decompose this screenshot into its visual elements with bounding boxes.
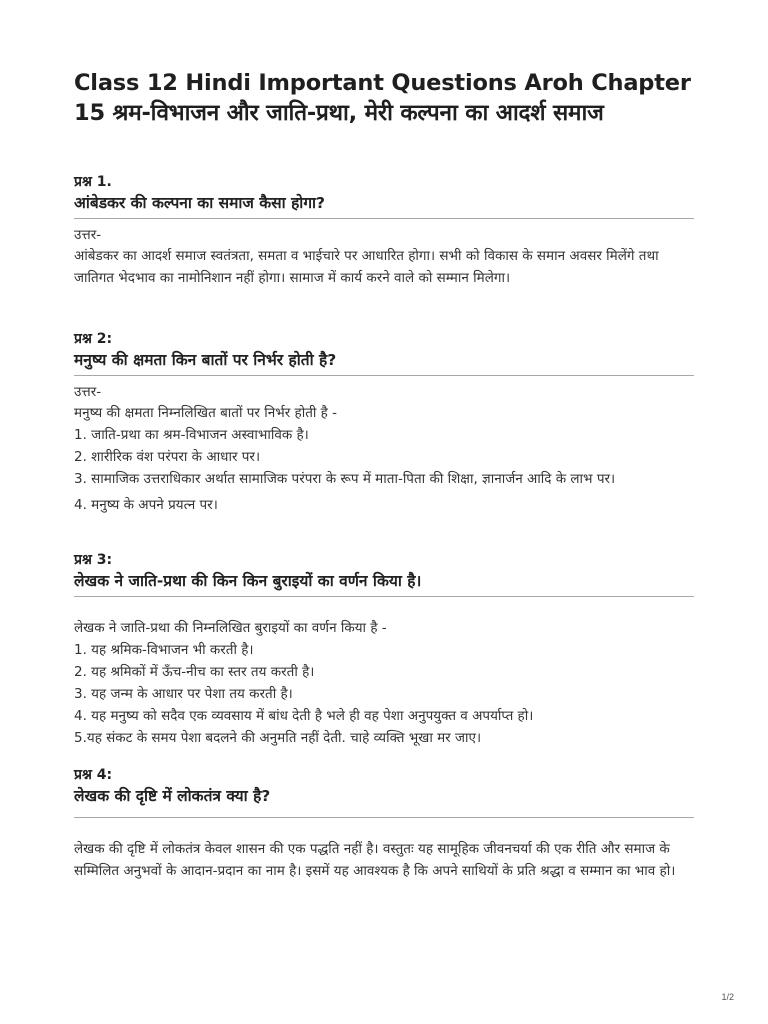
question-block-1 bbox=[74, 172, 694, 289]
answer-line: आंबेडकर का आदर्श समाज स्वतंत्रता, समता व भाईचारे पर आधारित होगा। सभी को विकास के समान अवसर मिलेंगे तथा जातिगत भेदभाव का नामोनिशान नहीं होगा। सामाज में कार्य करने वाले को सम्मान मिलेगा। bbox=[74, 248, 659, 286]
answer-line: 2. यह श्रमिकों में ऊँच-नीच का स्तर तय करती है। bbox=[74, 664, 315, 680]
divider bbox=[74, 596, 694, 597]
answer-line: लेखक ने जाति-प्रथा की निम्नलिखित बुराइयों का वर्णन किया है - bbox=[74, 620, 387, 636]
answer-line: 5.यह संकट के समय पेशा बदलने की अनुमति नहीं देती. चाहे व्यक्ति भूखा मर जाए। bbox=[74, 730, 482, 746]
question-block-3 bbox=[74, 550, 694, 749]
question-text: मनुष्य की क्षमता किन बातों पर निर्भर होती है? bbox=[74, 351, 337, 369]
question-number: प्रश्न 1. bbox=[74, 174, 112, 190]
answer-line: 4. यह मनुष्य को सदैव एक व्यवसाय में बांध देती है भले ही वह पेशा अनुपयुक्त व अपर्याप्त हो। bbox=[74, 708, 534, 724]
answer-label: उत्तर- bbox=[74, 384, 102, 400]
answer-body bbox=[74, 838, 694, 882]
answer-line: 1. जाति-प्रथा का श्रम-विभाजन अस्वाभाविक है। bbox=[74, 427, 309, 443]
divider bbox=[74, 375, 694, 376]
answer-line: लेखक की दृष्टि में लोकतंत्र केवल शासन की एक पद्धति नहीं है। वस्तुतः यह सामूहिक जीवनचर्या की एक रीति और समाज के सम्मिलित अनुभवों के आदान-प्रदान का नाम है। इसमें यह आवश्यक है कि अपने साथियों के प्रति श्रद्धा व सम्मान का भाव हो। bbox=[74, 841, 676, 879]
answer-body bbox=[74, 245, 694, 289]
question-text: लेखक की दृष्टि में लोकतंत्र क्या है? bbox=[74, 787, 271, 805]
question-block-4 bbox=[74, 765, 694, 882]
answer-line: मनुष्य की क्षमता निम्नलिखित बातों पर निर्भर होती है - bbox=[74, 405, 338, 421]
answer-line: 2. शारीरिक वंश परंपरा के आधार पर। bbox=[74, 449, 261, 465]
divider bbox=[74, 218, 694, 219]
answer-line: 3. यह जन्म के आधार पर पेशा तय करती है। bbox=[74, 686, 293, 702]
answer-label: उत्तर- bbox=[74, 227, 102, 243]
question-text: आंबेडकर की कल्पना का समाज कैसा होगा? bbox=[74, 194, 326, 212]
question-block-2 bbox=[74, 329, 694, 516]
answer-body bbox=[74, 402, 694, 516]
answer-line: 3. सामाजिक उत्तराधिकार अर्थात सामाजिक परंपरा के रूप में माता-पिता की शिक्षा, ज्ञानार्जन आदि के लाभ पर। bbox=[74, 471, 616, 487]
page-number: 1/2 bbox=[721, 992, 734, 1002]
divider bbox=[74, 817, 694, 818]
answer-line: 4. मनुष्य के अपने प्रयत्न पर। bbox=[74, 497, 218, 513]
question-number: प्रश्न 2: bbox=[74, 331, 113, 347]
answer-body bbox=[74, 617, 694, 749]
document-page bbox=[74, 68, 694, 882]
page-title: Class 12 Hindi Important Questions Aroh Chapter 15 श्रम-विभाजन और जाति-प्रथा, मेरी कल्पना का आदर्श समाज bbox=[74, 70, 691, 126]
answer-line: 1. यह श्रमिक-विभाजन भी करती है। bbox=[74, 642, 254, 658]
question-number: प्रश्न 3: bbox=[74, 552, 113, 568]
question-number: प्रश्न 4: bbox=[74, 767, 113, 783]
question-text: लेखक ने जाति-प्रथा की किन किन बुराइयों का वर्णन किया है। bbox=[74, 572, 422, 590]
